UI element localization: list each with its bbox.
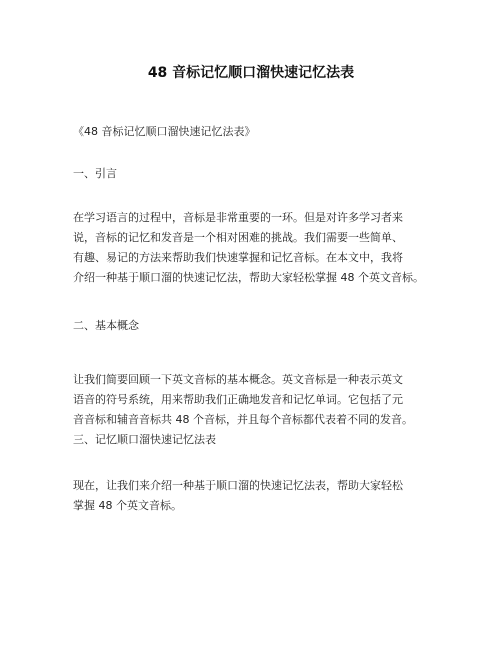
paragraph-line: 掌握 48 个英文音标。 [73,499,182,512]
paragraph-line: 音音标和辅音音标共 48 个音标，并且每个音标都代表着不同的发音。 [73,413,413,426]
paragraph-line: 在学习语言的过程中，音标是非常重要的一环。但是对许多学习者来 [73,211,403,224]
intro-paragraph [73,208,424,288]
paragraph-line: 现在，让我们来介绍一种基于顺口溜的快速记忆法表，帮助大家轻松 [73,479,403,492]
section-heading-table: 三、记忆顺口溜快速记忆法表 [73,433,216,446]
basics-paragraph [73,370,413,430]
paragraph-line: 有趣、易记的方法来帮助我们快速掌握和记忆音标。在本文中，我将 [73,251,403,264]
document-title: 48 音标记忆顺口溜快速记忆法表 [147,65,355,81]
table-paragraph [73,476,403,516]
paragraph-line: 语音的符号系统，用来帮助我们正确地发音和记忆单词。它包括了元 [73,393,403,406]
section-heading-intro: 一、引言 [73,167,117,180]
paragraph-line: 说，音标的记忆和发音是一个相对困难的挑战。我们需要一些简单、 [73,231,403,244]
section-heading-basics: 二、基本概念 [73,319,139,332]
paragraph-line: 让我们简要回顾一下英文音标的基本概念。英文音标是一种表示英文 [73,373,403,386]
document-subtitle: 《48 音标记忆顺口溜快速记忆法表》 [73,125,256,138]
paragraph-line: 介绍一种基于顺口溜的快速记忆法，帮助大家轻松掌握 48 个英文音标。 [73,271,424,284]
